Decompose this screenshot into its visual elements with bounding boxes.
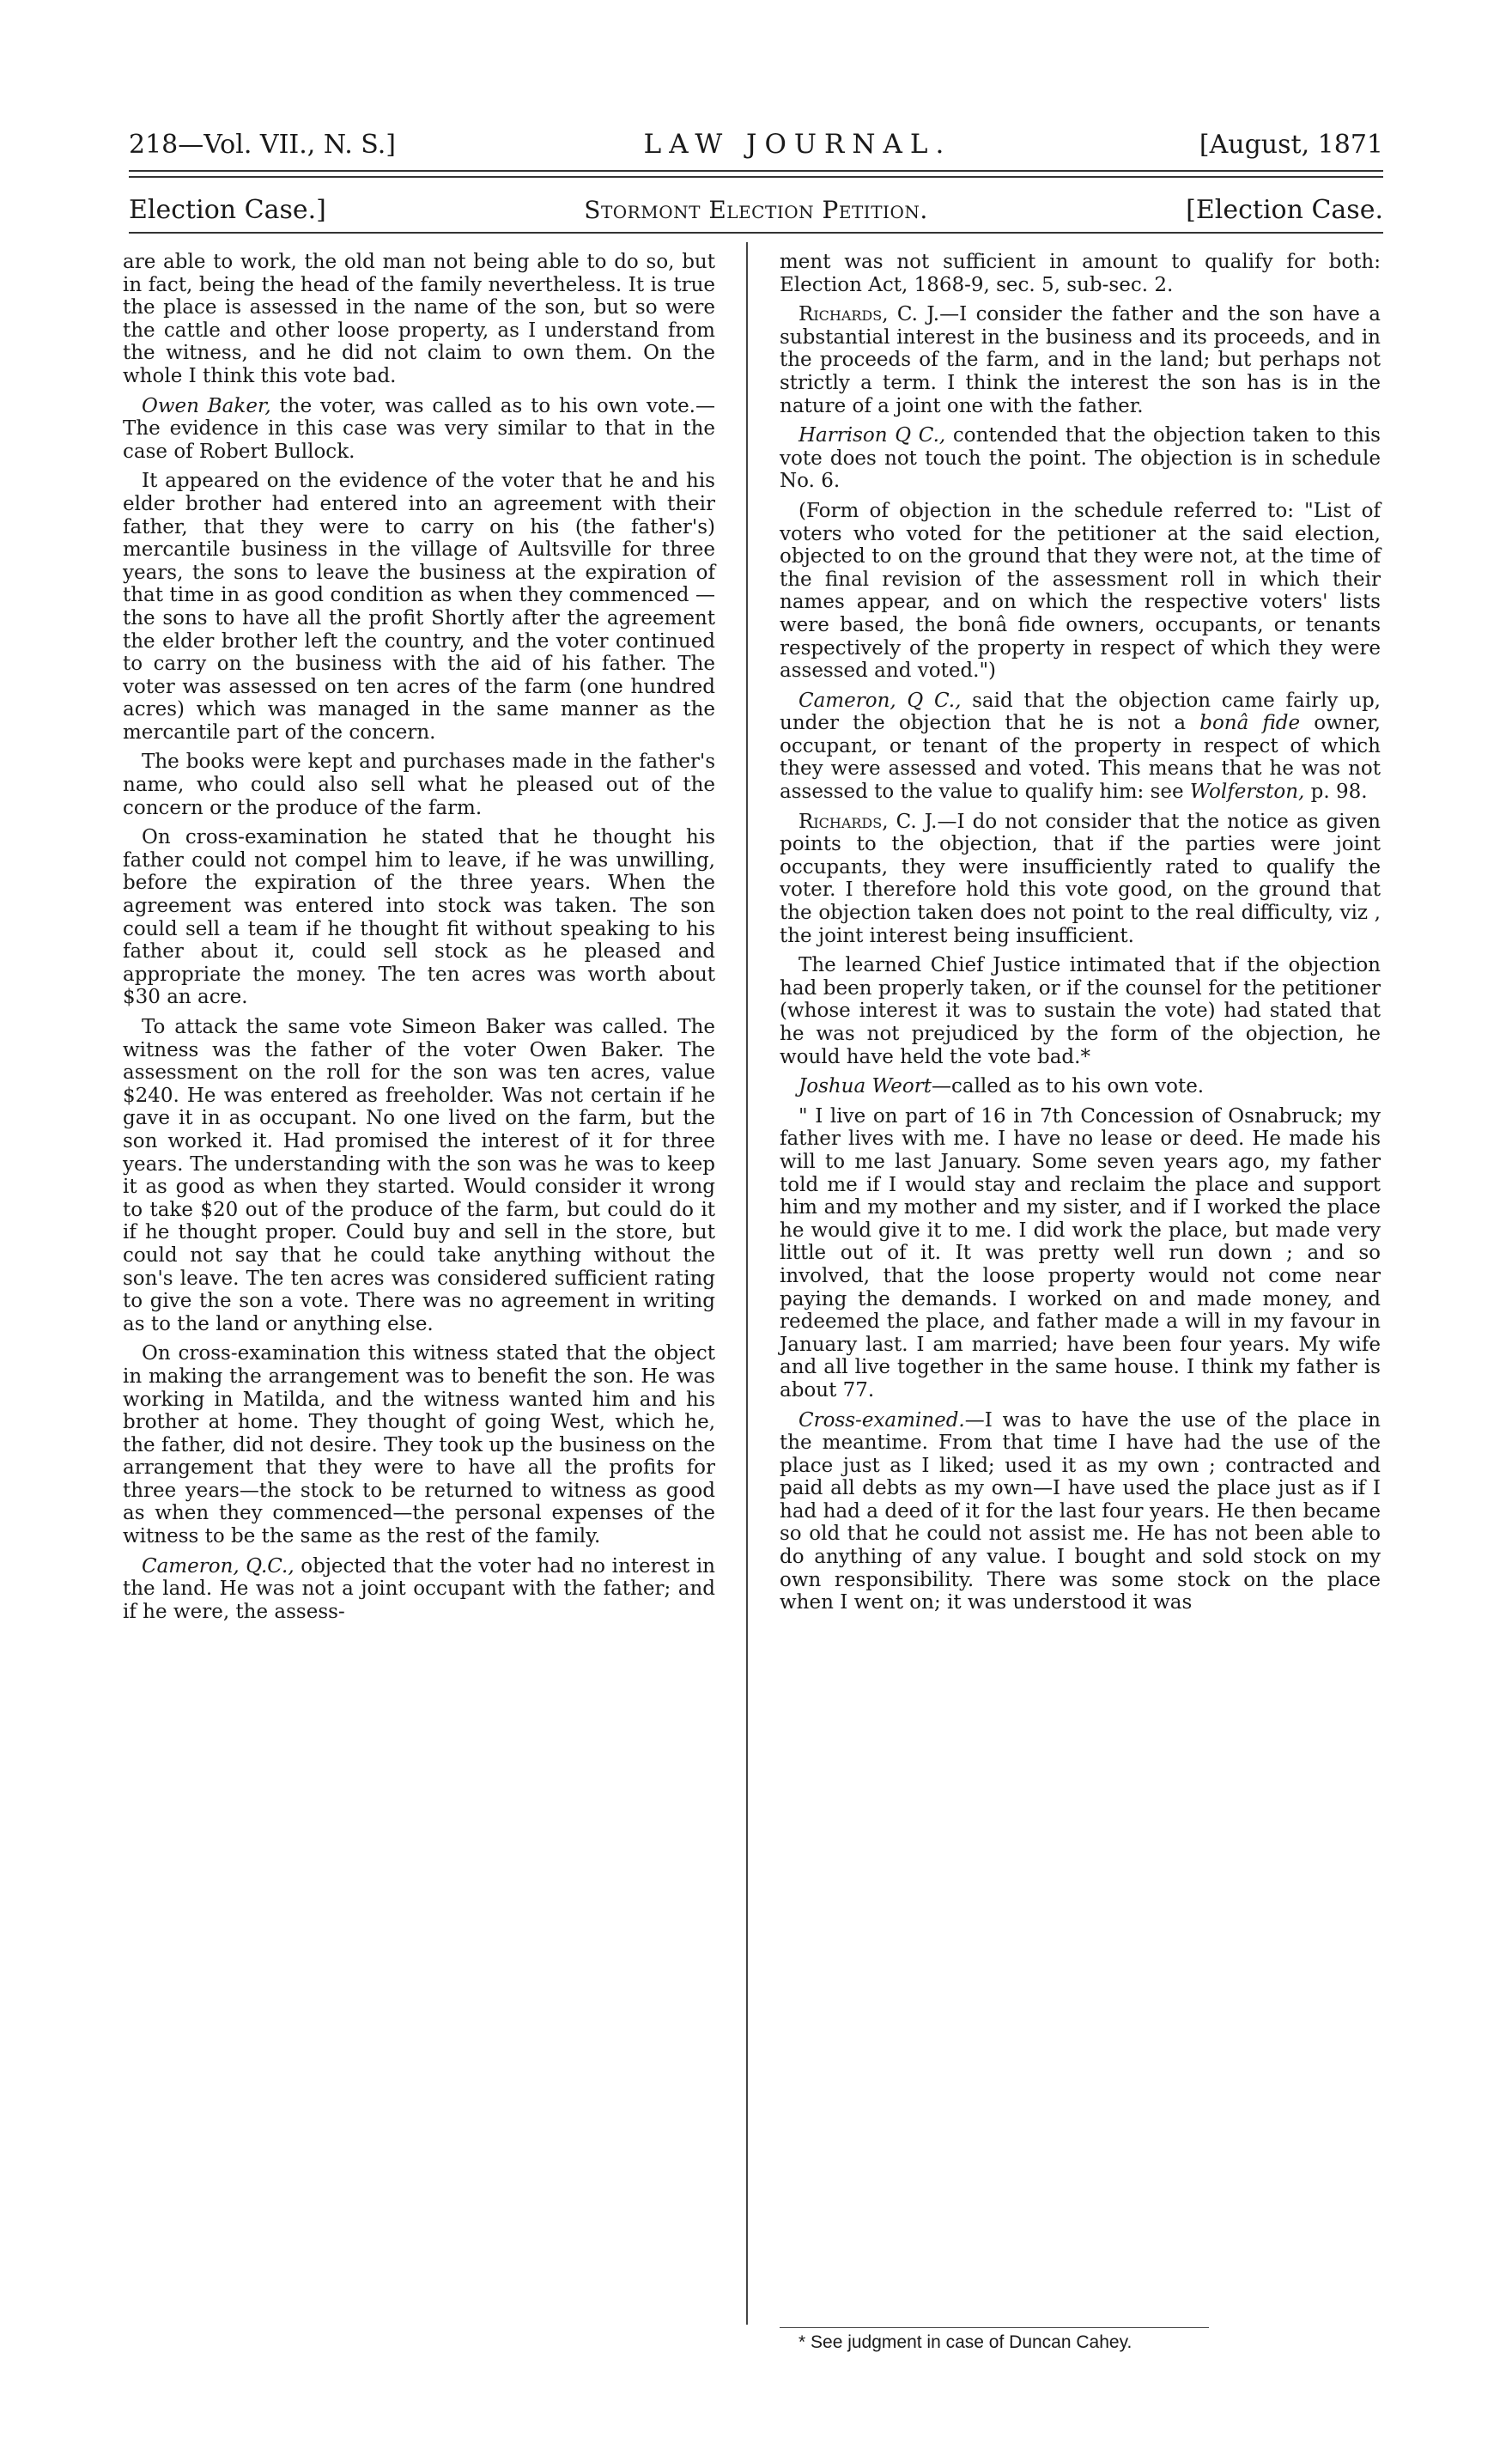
judge-name: Richards, C. J.	[799, 303, 940, 326]
column-divider	[746, 242, 748, 2325]
italic-term: bonâ fide	[1199, 712, 1301, 735]
paragraph-text: owner, occupant, or tenant of the property in respect of which they were assessed and voted. This means that he was not assessed to the value to qualify him: see	[780, 712, 1381, 804]
paragraph-text: " I live on part of 16 in 7th Concession of Osnabruck; my father lives with me. I have no lease or deed. He made his will to me last January. Some seven years ago, my father told me if I would stay and reclaim the place and support him and my mother and my sister, and if I worked the place he would give it to me. I did work the place, but made very little out of it. It was pretty well run down ; and so involved, that the loose property would not come near paying the demands. I worked on and made money, and redeemed the place, and father made a will in my favour in January last. I am married; have been four years. My wife and all live together in the same house. I think my father is about 77.	[780, 1104, 1381, 1401]
paragraph	[123, 1016, 715, 1335]
paragraph-text: contended that the objection taken to this vote does not touch the point. The objection is in schedule No. 6.	[780, 424, 1381, 493]
section-right: [Election Case.	[1186, 194, 1383, 225]
right-column	[780, 251, 1381, 1621]
paragraph	[123, 395, 715, 464]
paragraph	[780, 500, 1381, 683]
paragraph-text: —I consider the father and the son have a substantial interest in the business and its proceeds, and in the proceeds of the farm, and in the land; but perhaps not strictly a term. I think the interest the son has is in the nature of a joint one with the father.	[780, 303, 1381, 417]
paragraph	[780, 690, 1381, 804]
header-journal-title: LAW JOURNAL.	[643, 129, 952, 160]
section-label: Cross-examined.	[799, 1408, 965, 1432]
paragraph-text: The books were kept and purchases made in the father's name, who could also sell what he pleased out of the concern or the produce of the farm.	[123, 751, 715, 819]
paragraph-text: It appeared on the evidence of the voter that he and his elder brother had entered into an agreement with their father, that they were to carry on his (the father's) mercantile business in the village of Aultsville for three years, the sons to leave the business at the expiration of that time in as good condition as when they commenced — the sons to have all the profit Shortly after the agreement the elder brother left the country, and the voter continued to carry on the business with the aid of his father. The voter was assessed on ten acres of the farm (one hundred acres) which was managed in the same manner as the mercantile part of the concern.	[123, 470, 715, 744]
counsel-name: Cameron, Q.C.,	[142, 1554, 295, 1578]
paragraph	[780, 303, 1381, 417]
paragraph	[780, 424, 1381, 493]
paragraph-text: p. 98.	[1304, 781, 1368, 804]
paragraph	[123, 1342, 715, 1547]
paragraph	[780, 811, 1381, 948]
paragraph-text: said that the objection came fairly up, under the objection that he is not a	[780, 689, 1381, 735]
header-date: [August, 1871	[1199, 129, 1383, 160]
section-rule	[129, 232, 1383, 234]
paragraph-text: —I was to have the use of the place in the meantime. From that time I have had the use of the place just as I liked; used it as my own ; contracted and paid all debts as my own—I have used the place just as if I had had a deed of it for the last four years. He then became so old that he could not assist me. He has not been able to do anything of any value. I bought and sold stock on my own responsibility. There was some stock on the place when I went on; it was understood it was	[780, 1408, 1381, 1614]
voter-name: Owen Baker,	[142, 394, 271, 417]
header-volume: 218—Vol. VII., N. S.]	[129, 129, 397, 160]
paragraph	[123, 251, 715, 388]
paragraph-text: objected that the voter had no interest in the land. He was not a joint occupant with the father; and if he were, the assess-	[123, 1554, 715, 1623]
paragraph	[123, 470, 715, 744]
footnote: * See judgment in case of Duncan Cahey.	[799, 2332, 1132, 2352]
running-head	[129, 125, 1383, 163]
left-column	[123, 251, 715, 1630]
paragraph	[780, 1075, 1381, 1098]
paragraph-text: (Form of objection in the schedule referred to: "List of voters who voted for the petitioner at the said election, objected to on the ground that they were not, at the time of the final revision of the assessment roll in which their names appear, and on which the respective voters' lists were based, the bonâ fide owners, occupants, or tenants respectively of the property in respect of which they were assessed and voted.")	[780, 499, 1381, 683]
section-left: Election Case.]	[129, 194, 326, 225]
paragraph	[780, 954, 1381, 1068]
section-title: Stormont Election Petition.	[584, 195, 928, 224]
judge-name: Richards, C. J.	[799, 810, 938, 833]
paragraph	[123, 1555, 715, 1624]
paragraph-text: On cross-examination this witness stated that the object in making the arrangement was to benefit the son. He was working in Matilda, and the witness wanted him and his brother at home. They thought of going West, which he, the father, did not desire. They took up the business on the arrangement that they were to have all the profits for three years—the stock to be returned to witness as good as when they commenced—the personal expenses of the witness to be the same as the rest of the family.	[123, 1342, 715, 1548]
paragraph	[123, 826, 715, 1009]
paragraph-text: —I do not consider that the notice as given points to the objection, that if the parties were joint occupants, they were insufficiently rated to qualify the voter. I therefore hold this vote good, on the ground that the objection taken does not point to the real difficulty, viz , the joint interest being insufficient.	[780, 810, 1381, 947]
counsel-name: Harrison Q C.,	[799, 424, 946, 447]
header-rule-top	[129, 170, 1383, 172]
header-rule-bottom	[129, 176, 1383, 178]
paragraph	[780, 1105, 1381, 1402]
paragraph-text: ment was not sufficient in amount to qualify for both: Election Act, 1868-9, sec. 5, sub-sec. 2.	[780, 251, 1381, 296]
paragraph	[123, 751, 715, 819]
paragraph-text: On cross-examination he stated that he thought his father could not compel him to leave, if he was unwilling, before the expiration of the three years. When the agreement was entered into stock was taken. The son could sell a team if he thought fit without speaking to his father about it, could sell stock as he pleased and appropriate the money. The ten acres was worth about $30 an acre.	[123, 826, 715, 1009]
paragraph-text: the voter, was called as to his own vote.—The evidence in this case was very similar to that in the case of Robert Bullock.	[123, 394, 715, 463]
paragraph	[780, 1409, 1381, 1614]
voter-name: Joshua Weort	[799, 1075, 932, 1098]
citation: Wolferston,	[1189, 781, 1305, 804]
section-head	[129, 192, 1383, 227]
paragraph-text: are able to work, the old man not being able to do so, but in fact, being the head of the family nevertheless. It is true the place is assessed in the name of the son, but so were the cattle and other loose property, as I understand from the witness, and he did not claim to own them. On the whole I think this vote bad.	[123, 251, 715, 387]
paragraph-text: To attack the same vote Simeon Baker was called. The witness was the father of the voter Owen Baker. The assessment on the roll for the son was ten acres, value $240. He was entered as freeholder. Was not certain if he gave it in as occupant. No one lived on the farm, but the son worked it. Had promised the interest of it for three years. The understanding with the son was he was to keep it as good as when they started. Would consider it wrong to take $20 out of the produce of the farm, but could do it if he thought proper. Could buy and sell in the store, but could not say that he could take anything without the son's leave. The ten acres was considered sufficient rating to give the son a vote. There was no agreement in writing as to the land or anything else.	[123, 1016, 715, 1335]
paragraph	[780, 251, 1381, 296]
footnote-rule	[780, 2327, 1209, 2328]
counsel-name: Cameron, Q C.,	[799, 689, 962, 712]
paragraph-text: —called as to his own vote.	[931, 1075, 1205, 1098]
paragraph-text: The learned Chief Justice intimated that if the objection had been properly taken, or if the counsel for the petitioner (whose interest it was to sustain the vote) had stated that he was not prejudiced by the form of the objection, he would have held the vote bad.*	[780, 954, 1381, 1068]
